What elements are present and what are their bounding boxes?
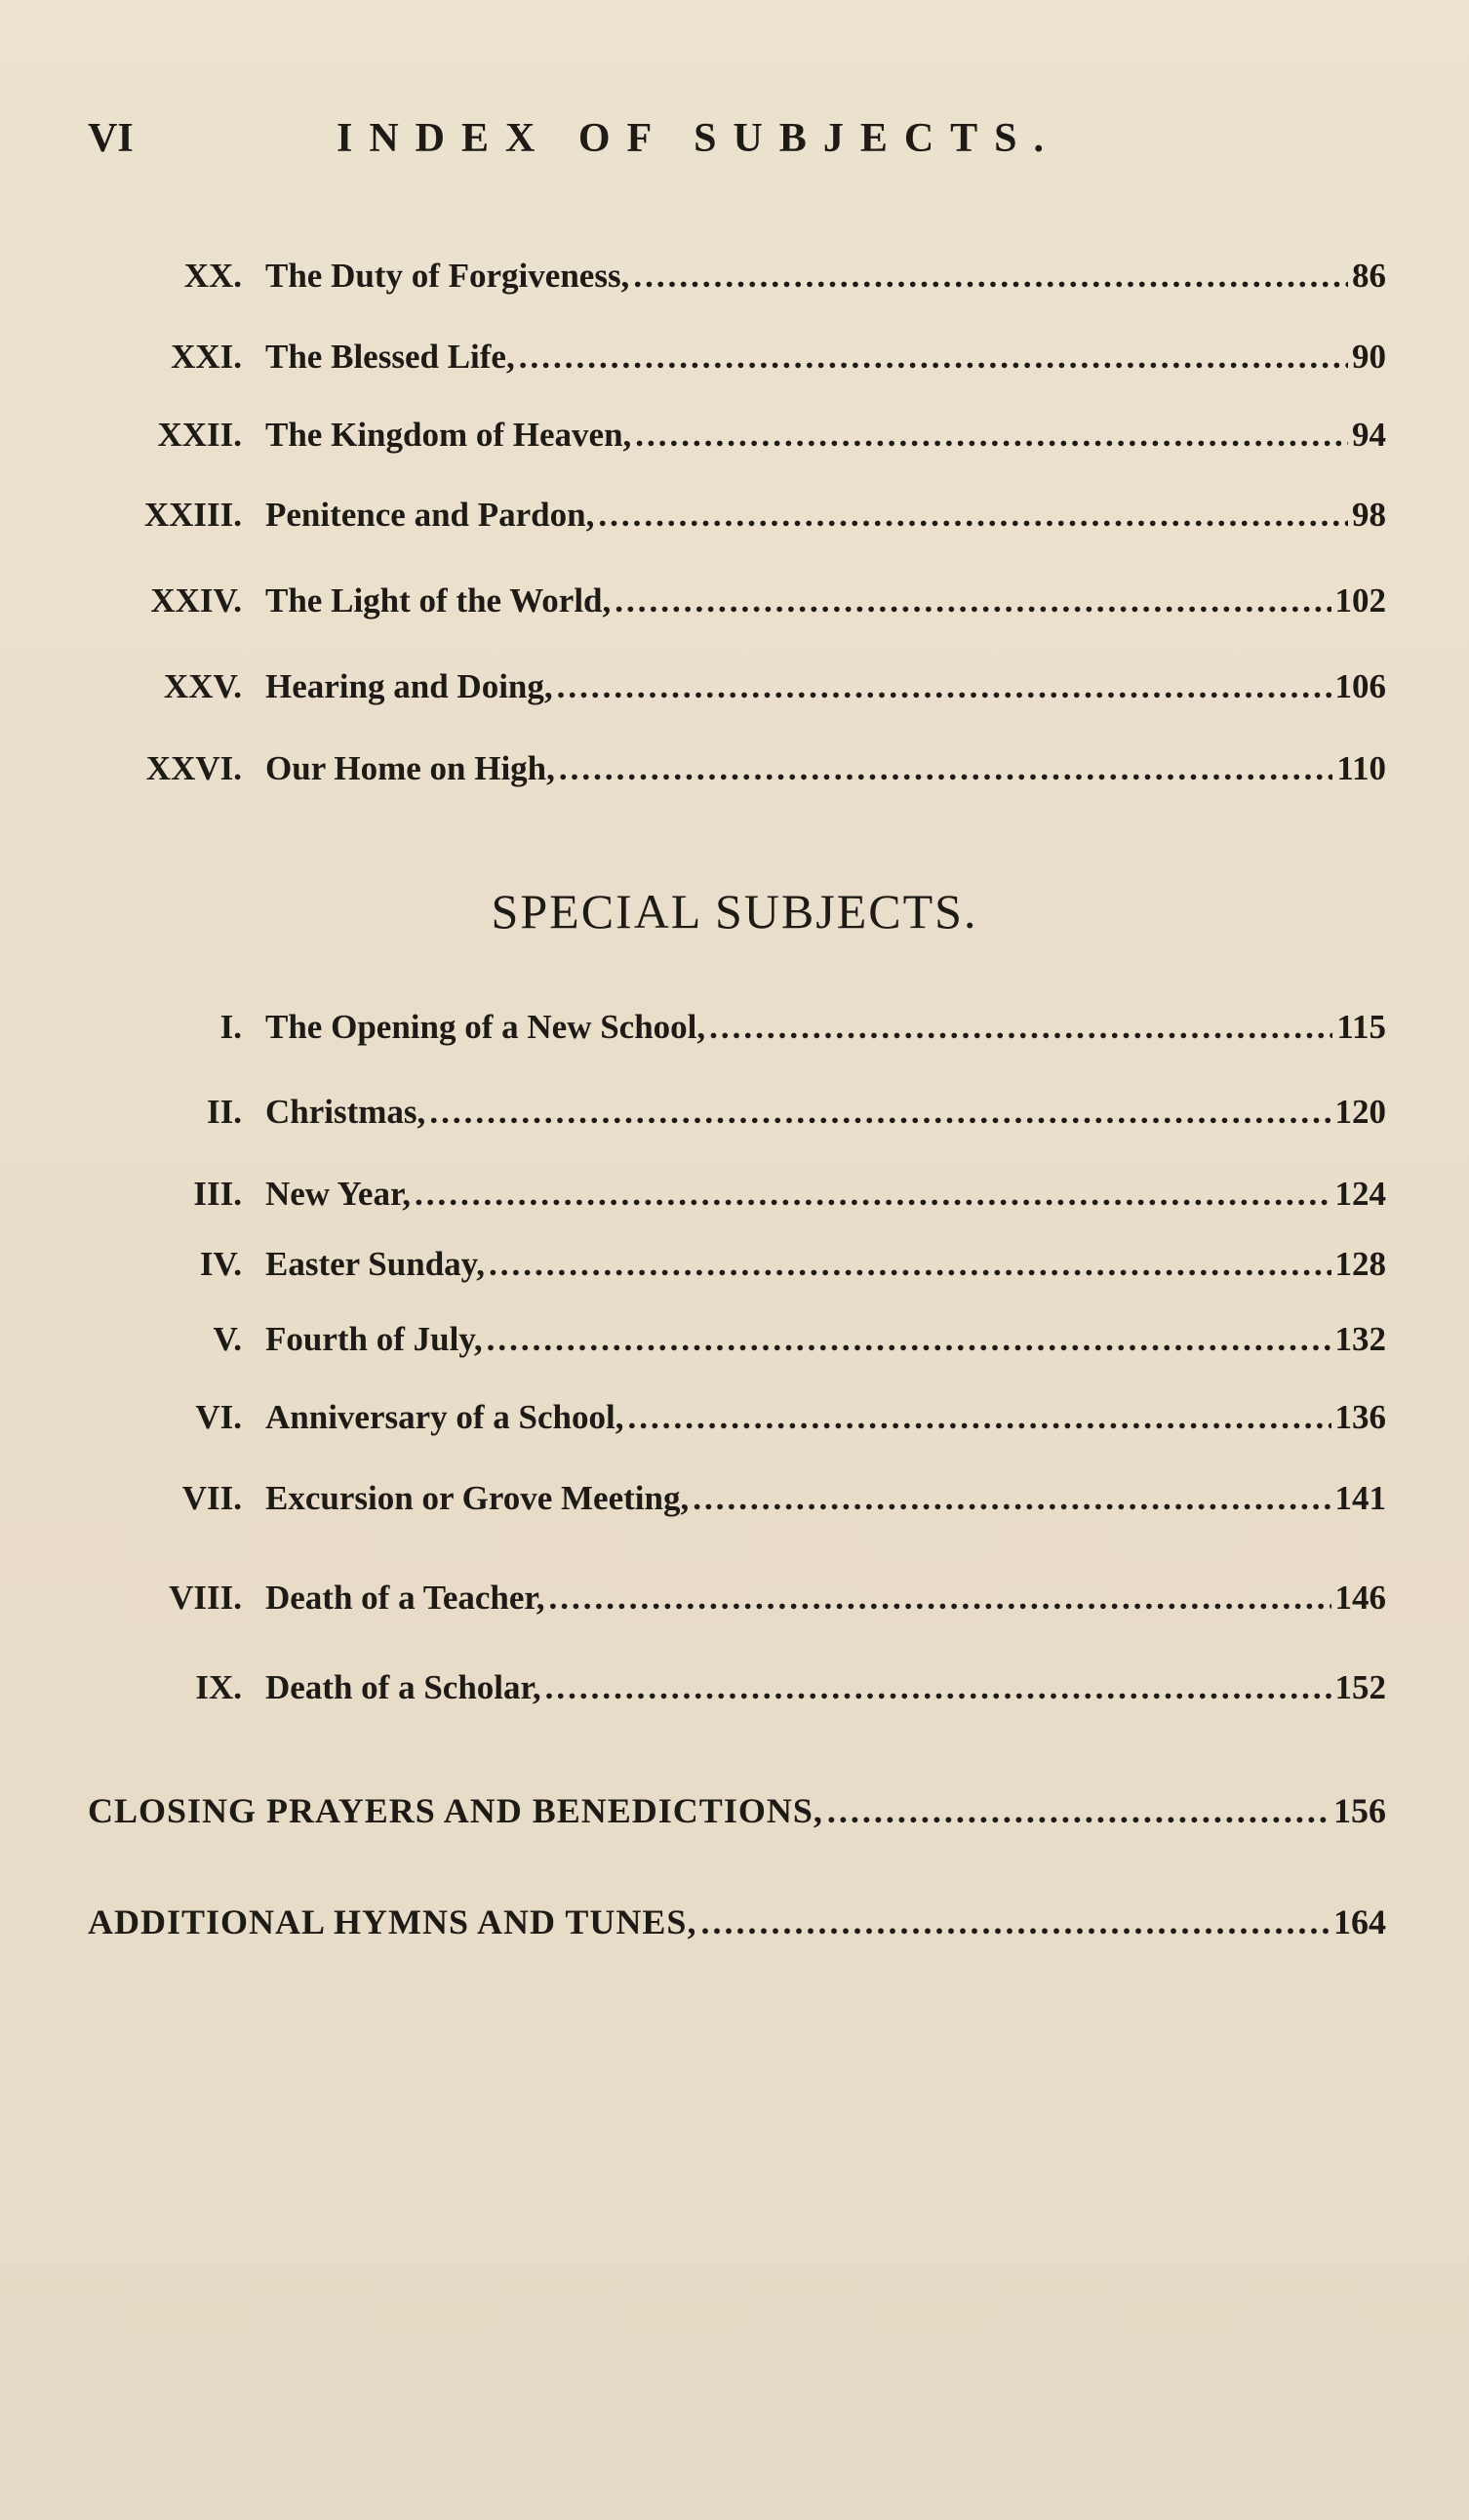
entry-number: XXVI. <box>145 749 242 787</box>
entry-title: Death of a Scholar, <box>265 1668 541 1706</box>
closing-entry <box>88 1893 1386 1951</box>
special-entry <box>0 1571 1469 1625</box>
dot-leader <box>487 1312 1331 1367</box>
dot-leader <box>693 1471 1330 1526</box>
special-entry <box>0 1660 1469 1715</box>
entry-number: IX. <box>195 1668 242 1706</box>
index-entry <box>0 488 1469 542</box>
dot-leader <box>700 1893 1330 1951</box>
dot-leader <box>628 1390 1331 1445</box>
entry-page: 94 <box>1352 416 1386 454</box>
index-entry <box>0 660 1469 714</box>
special-entry <box>0 1471 1469 1526</box>
dot-leader <box>519 330 1348 384</box>
entry-number: II. <box>207 1093 242 1131</box>
dot-leader <box>429 1085 1330 1140</box>
entry-title: Fourth of July, <box>265 1320 483 1358</box>
entry-number: V. <box>213 1320 242 1358</box>
entry-number: VI. <box>195 1398 242 1436</box>
entry-number: XXI. <box>171 338 242 376</box>
dot-leader <box>827 1781 1330 1840</box>
entry-number: VIII. <box>169 1579 242 1617</box>
entry-title: Hearing and Doing, <box>265 667 553 705</box>
entry-page: 120 <box>1334 1093 1386 1131</box>
entry-title: The Opening of a New School, <box>265 1008 706 1046</box>
special-entry <box>0 1237 1469 1292</box>
entry-page: 152 <box>1334 1668 1386 1706</box>
dot-leader <box>557 660 1331 714</box>
entry-page: 128 <box>1334 1245 1386 1283</box>
dot-leader <box>559 741 1333 796</box>
entry-page: 156 <box>1333 1791 1386 1830</box>
special-entry <box>0 1000 1469 1055</box>
dot-leader <box>633 249 1348 303</box>
special-subjects-heading: SPECIAL SUBJECTS. <box>491 884 978 939</box>
entry-page: 136 <box>1334 1398 1386 1436</box>
page-number: VI <box>88 116 134 161</box>
entry-number: IV. <box>199 1245 242 1283</box>
entry-title: The Light of the World, <box>265 581 612 620</box>
entry-number: XXV. <box>163 667 242 705</box>
special-entry <box>0 1390 1469 1445</box>
entry-number: I. <box>219 1008 242 1046</box>
entry-title: CLOSING PRAYERS AND BENEDICTIONS, <box>88 1791 823 1830</box>
entry-page: 132 <box>1334 1320 1386 1358</box>
entry-page: 141 <box>1334 1479 1386 1517</box>
page-header <box>88 115 1395 174</box>
entry-number: XXIII. <box>143 496 242 534</box>
entry-title: Easter Sunday, <box>265 1245 485 1283</box>
entry-title: Excursion or Grove Meeting, <box>265 1479 690 1517</box>
entry-number: VII. <box>181 1479 242 1517</box>
special-entry <box>0 1085 1469 1140</box>
entry-page: 98 <box>1352 496 1386 534</box>
dot-leader <box>489 1237 1331 1292</box>
entry-title: Death of a Teacher, <box>265 1579 545 1617</box>
page-title: INDEX OF SUBJECTS. <box>337 116 1061 161</box>
entry-number: XXII. <box>157 416 242 454</box>
entry-page: 164 <box>1333 1902 1386 1941</box>
entry-page: 115 <box>1336 1008 1386 1046</box>
entry-number: XX. <box>183 257 242 295</box>
entry-title: Penitence and Pardon, <box>265 496 595 534</box>
closing-entry <box>88 1781 1386 1840</box>
index-entry <box>0 408 1469 462</box>
dot-leader <box>415 1167 1330 1221</box>
entry-page: 90 <box>1352 338 1386 376</box>
dot-leader <box>545 1660 1331 1715</box>
index-entry <box>0 741 1469 796</box>
special-entry <box>0 1312 1469 1367</box>
entry-page: 86 <box>1352 257 1386 295</box>
dot-leader <box>615 574 1330 628</box>
entry-title: Our Home on High, <box>265 749 555 787</box>
dot-leader <box>598 488 1348 542</box>
entry-page: 124 <box>1334 1175 1386 1213</box>
entry-title: ADDITIONAL HYMNS AND TUNES, <box>88 1902 697 1941</box>
index-entry <box>0 574 1469 628</box>
entry-title: The Kingdom of Heaven, <box>265 416 632 454</box>
dot-leader <box>709 1000 1332 1055</box>
entry-title: New Year, <box>265 1175 412 1213</box>
entry-page: 110 <box>1336 749 1386 787</box>
entry-page: 146 <box>1334 1579 1386 1617</box>
entry-title: The Blessed Life, <box>265 338 515 376</box>
dot-leader <box>548 1571 1330 1625</box>
index-entry <box>0 249 1469 303</box>
entry-page: 106 <box>1334 667 1386 705</box>
index-entry <box>0 330 1469 384</box>
entry-title: The Duty of Forgiveness, <box>265 257 630 295</box>
entry-page: 102 <box>1334 581 1386 620</box>
entry-title: Christmas, <box>265 1093 426 1131</box>
entry-number: XXIV. <box>150 581 242 620</box>
special-entry <box>0 1167 1469 1221</box>
entry-title: Anniversary of a School, <box>265 1398 624 1436</box>
entry-number: III. <box>193 1175 242 1213</box>
dot-leader <box>635 408 1348 462</box>
